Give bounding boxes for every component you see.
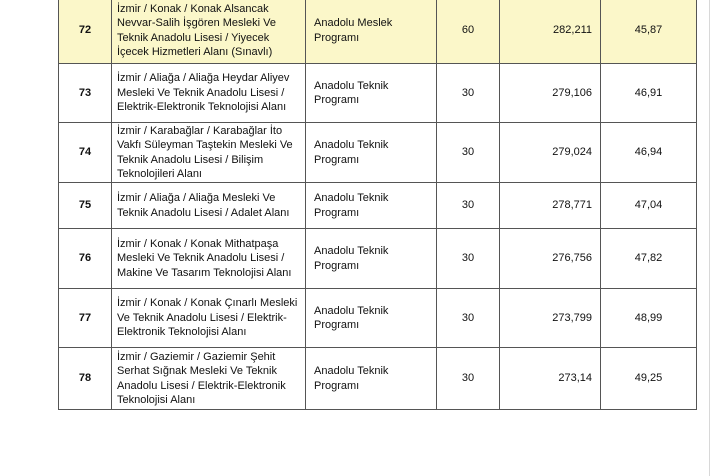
scrollbar-edge [709,0,710,476]
row-number: 74 [59,123,112,183]
school-name [112,229,306,289]
row-number: 77 [59,289,112,348]
table-row [59,229,697,289]
quota: 60 [437,0,500,64]
percentile: 47,82 [601,229,697,289]
percentile: 48,99 [601,289,697,348]
percentile: 45,87 [601,0,697,64]
table-row [59,64,697,123]
school-name-text: İzmir / Konak / Konak Mithatpaşa Mesleki Ve Teknik Anadolu Lisesi / Makine Ve Tasarım Teknolojisi Alanı [117,237,292,279]
row-number: 72 [59,0,112,64]
quota: 30 [437,348,500,410]
base-score: 279,024 [500,123,601,183]
table-row [59,183,697,229]
program-type-text: Anadolu Teknik Programı [314,304,389,331]
program-type-text: Anadolu Teknik Programı [314,245,389,272]
base-score: 278,771 [500,183,601,229]
quota: 30 [437,123,500,183]
program-type-text: Anadolu Meslek Programı [314,17,393,44]
school-name [112,123,306,183]
school-name [112,183,306,229]
school-name-text: İzmir / Konak / Konak Çınarlı Mesleki Ve Teknik Anadolu Lisesi / Elektrik-Elektronik Teknolojisi Alanı [117,297,298,339]
base-score: 273,14 [500,348,601,410]
program-type-text: Anadolu Teknik Programı [314,139,389,166]
quota: 30 [437,229,500,289]
table-row [59,289,697,348]
school-name-text: İzmir / Gaziemir / Gaziemir Şehit Serhat Sığnak Mesleki Ve Teknik Anadolu Lisesi / Elektrik-Elektronik Teknolojisi Alanı [117,350,286,406]
school-name-text: İzmir / Aliağa / Aliağa Heydar Aliyev Mesleki Ve Teknik Anadolu Lisesi / Elektrik-Elektronik Teknolojisi Alanı [117,72,290,114]
program-type [306,229,437,289]
school-name [112,0,306,64]
school-name [112,289,306,348]
quota: 30 [437,64,500,123]
percentile: 47,04 [601,183,697,229]
base-score: 279,106 [500,64,601,123]
school-name-text: İzmir / Aliağa / Aliağa Mesleki Ve Teknik Anadolu Lisesi / Adalet Alanı [117,192,290,219]
table-row [59,0,697,64]
results-table-body [59,0,697,410]
school-name-text: İzmir / Karabağlar / Karabağlar İto Vakfı Süleyman Taştekin Mesleki Ve Teknik Anadolu Lisesi / Bilişim Teknolojileri Alanı [117,124,293,180]
percentile: 49,25 [601,348,697,410]
school-name [112,348,306,410]
base-score: 276,756 [500,229,601,289]
program-type [306,123,437,183]
program-type-text: Anadolu Teknik Programı [314,192,389,219]
quota: 30 [437,289,500,348]
school-name [112,64,306,123]
row-number: 73 [59,64,112,123]
row-number: 75 [59,183,112,229]
school-name-text: İzmir / Konak / Konak Alsancak Nevvar-Salih İşgören Mesleki Ve Teknik Anadolu Lisesi / Yiyecek İçecek Hizmetleri Alanı (Sınavlı) [117,2,276,58]
quota: 30 [437,183,500,229]
row-number: 76 [59,229,112,289]
base-score: 273,799 [500,289,601,348]
table-row [59,348,697,410]
table-row [59,123,697,183]
row-number: 78 [59,348,112,410]
program-type [306,348,437,410]
program-type-text: Anadolu Teknik Programı [314,79,389,106]
program-type-text: Anadolu Teknik Programı [314,365,389,392]
base-score: 282,211 [500,0,601,64]
program-type [306,0,437,64]
percentile: 46,91 [601,64,697,123]
program-type [306,64,437,123]
program-type [306,183,437,229]
results-table [58,0,697,410]
percentile: 46,94 [601,123,697,183]
program-type [306,289,437,348]
